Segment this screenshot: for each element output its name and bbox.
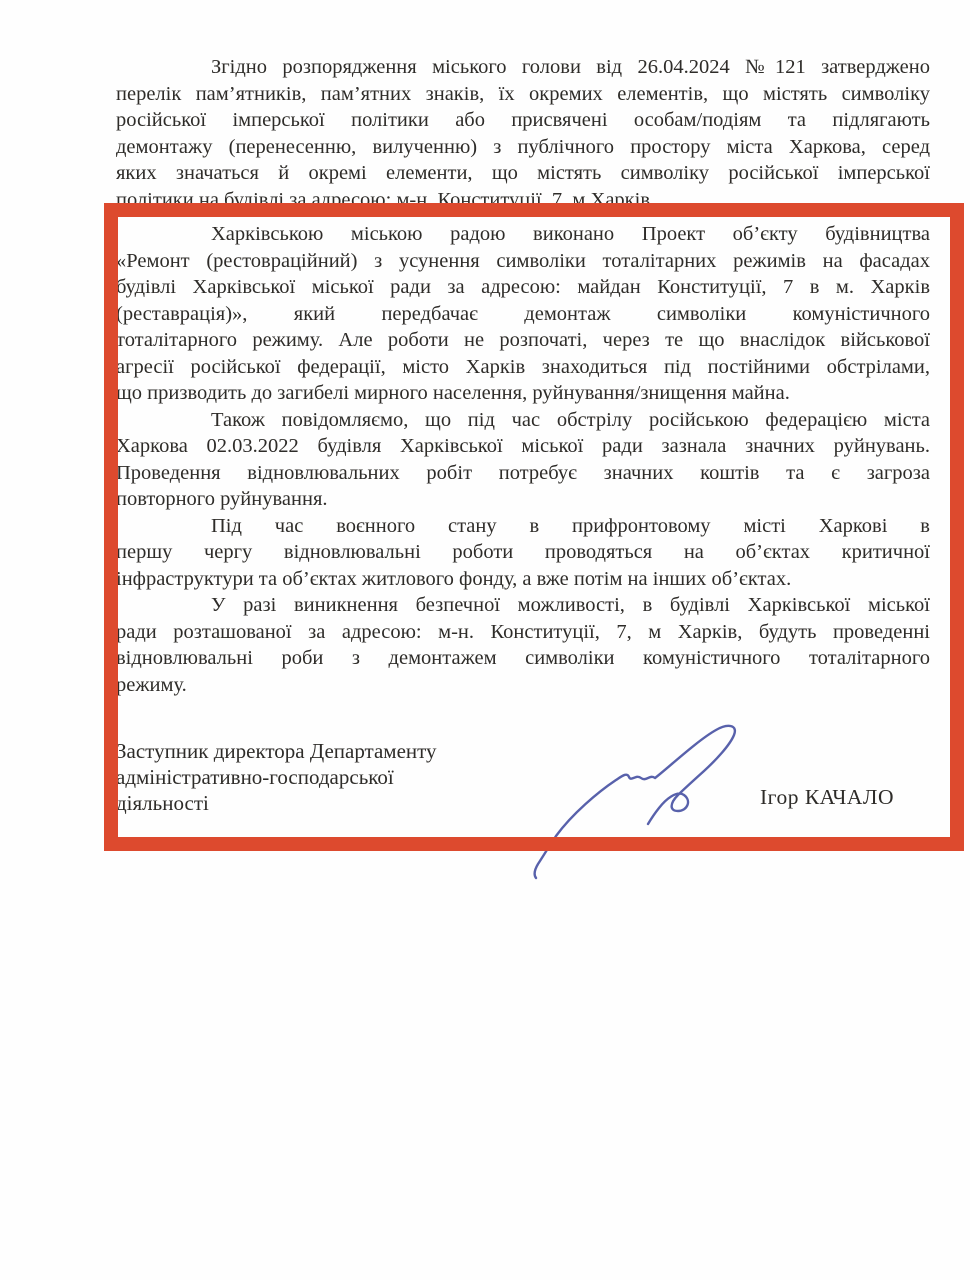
text-line: Харківською міською радою виконано Проект об’єкту будівництва [211, 223, 930, 245]
text-line: Згідно розпорядження міського голови від 26.04.2024 №121 затверджено [211, 56, 930, 78]
text-line: адміністративно-господарської [116, 765, 394, 789]
red-highlight-annotation-box [104, 203, 964, 851]
text-line: російської імперської політики або присвячені особам/подіям та підлягають [116, 109, 930, 131]
text-line: що призводить до загибелі мирного населення, руйнування/знищення майна. [116, 382, 790, 404]
text-line: демонтажу (перенесенню, вилученню) з публічного простору міста Харкова, серед [116, 135, 930, 158]
text-line: Заступник директора Департаменту [116, 739, 437, 763]
text-line: перелік пам’ятників, пам’ятних знаків, їх окремих елементів, що містять символіку [116, 82, 930, 105]
text-line: повторного руйнування. [116, 488, 328, 510]
text-line: тоталітарного режиму. Але роботи не розпочаті, через те що внаслідок військової [116, 329, 930, 351]
text-line: ради розташованої за адресою: м-н. Конституції, 7, м Харків, будуть проведенні [116, 620, 930, 643]
text-line: відновлювальні роби з демонтажем символіки комуністичного тоталітарного [116, 647, 930, 669]
text-line: «Ремонт (рестовраційний) з усунення символіки тоталітарних режимів на фасадах [116, 249, 930, 272]
text-line: (реставрація)», який передбачає демонтаж символіки комуністичного [116, 302, 930, 325]
text-line: діяльності [116, 791, 209, 815]
signer-name: Ігор КАЧАЛО [760, 785, 895, 809]
paragraph [116, 54, 930, 213]
text-line: Харкова 02.03.2022 будівля Харківської міської ради зазнала значних руйнувань. [116, 435, 930, 457]
text-line: першу чергу відновлювальні роботи проводяться на об’єктах критичної [116, 541, 930, 563]
text-line: яких значаться й окремі елементи, що містять символіку російської імперської [116, 162, 930, 184]
text-line: У разі виникнення безпечної можливості, в будівлі Харківської міської [211, 594, 930, 616]
text-line: будівлі Харківської міської ради за адресою: майдан Конституції, 7 в м. Харків [116, 276, 930, 298]
text-line: інфраструктури та об’єктах житлового фонду, а вже потім на інших об’єктах. [116, 567, 792, 590]
text-line: режиму. [116, 673, 187, 696]
text-line: Проведення відновлювальних робіт потребує значних коштів та є загроза [116, 461, 930, 484]
text-line: політики на будівлі за адресою: м-н. Конституції, 7, м Харків. [116, 188, 656, 211]
text-line: агресії російської федерації, місто Харків знаходиться під постійними обстрілами, [116, 355, 930, 378]
text-line: Також повідомляємо, що під час обстрілу російською федерацією міста [211, 408, 930, 431]
text-line: Під час воєнного стану в прифронтовому місті Харкові в [211, 514, 930, 537]
